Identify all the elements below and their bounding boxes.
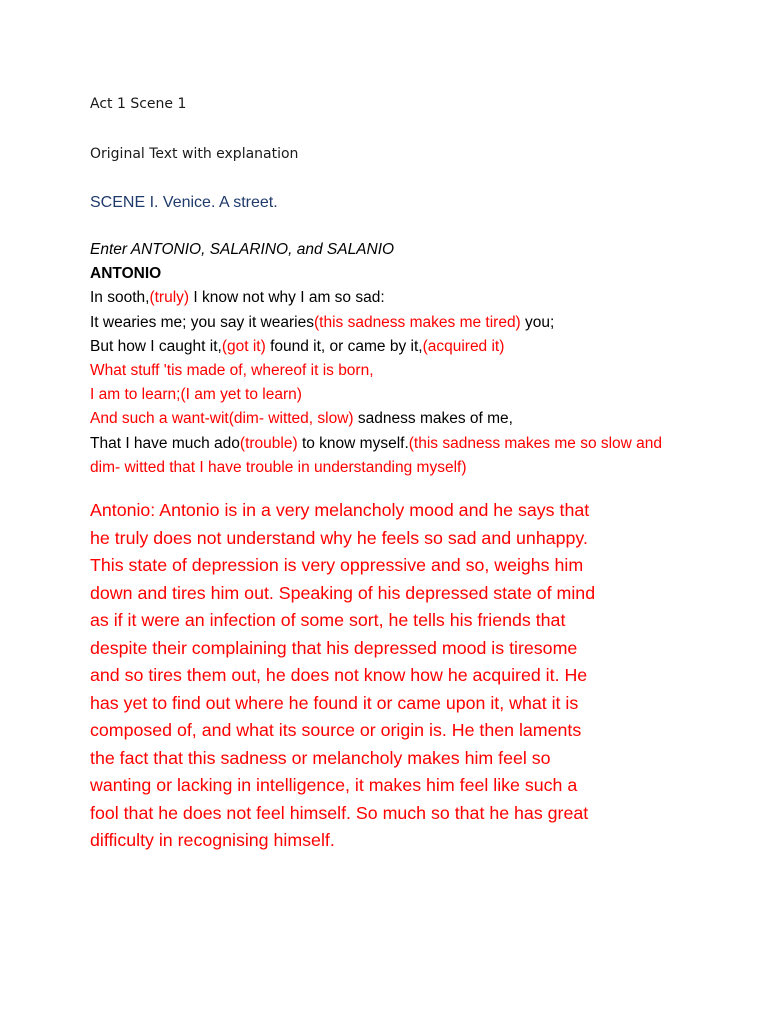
verse-line bbox=[90, 407, 710, 431]
verse-text: you; bbox=[520, 313, 555, 331]
explanation-line: difficulty in recognising himself. bbox=[90, 830, 335, 850]
verse-text: But how I caught it, bbox=[90, 337, 222, 355]
explanation-line: wanting or lacking in intelligence, it makes him feel like such a bbox=[90, 775, 578, 795]
verse-line bbox=[90, 335, 710, 359]
annotation-text: (this sadness makes me tired) bbox=[313, 313, 521, 331]
act-title: Act 1 Scene 1 bbox=[90, 96, 187, 112]
play-lines bbox=[90, 286, 710, 480]
document-subtitle: Original Text with explanation bbox=[90, 146, 299, 162]
explanation-paragraph bbox=[90, 497, 690, 855]
explanation-line: as if it were an infection of some sort, he tells his friends that bbox=[90, 610, 566, 630]
explanation-line: composed of, and what its source or origin is. He then laments bbox=[90, 720, 582, 740]
speaker-name: ANTONIO bbox=[90, 265, 162, 283]
verse-line bbox=[90, 383, 710, 407]
verse-text: It wearies me; you say it wearies bbox=[90, 313, 314, 331]
stage-direction: Enter ANTONIO, SALARINO, and SALANIO bbox=[90, 241, 395, 258]
explanation-line: fool that he does not feel himself. So much so that he has great bbox=[90, 802, 589, 823]
verse-line bbox=[90, 311, 710, 335]
annotation-text: I am to learn;(I am yet to learn) bbox=[90, 386, 302, 404]
explanation-line: This state of depression is very oppressive and so, weighs him bbox=[90, 555, 584, 575]
explanation-line: despite their complaining that his depressed mood is tiresome bbox=[90, 637, 578, 658]
annotation-text: (this sadness makes me so slow and dim- witted that I have trouble in understanding myself) bbox=[90, 434, 663, 476]
verse-text: to know myself. bbox=[297, 434, 409, 452]
verse-line bbox=[90, 432, 695, 480]
explanation-line: has yet to find out where he found it or came upon it, what it is bbox=[90, 692, 579, 713]
explanation-line: Antonio: Antonio is in a very melancholy mood and he says that bbox=[90, 500, 590, 520]
verse-text: In sooth, bbox=[90, 289, 150, 307]
annotation-text: (truly) bbox=[149, 289, 190, 307]
play-text bbox=[90, 238, 710, 480]
explanation-line: the fact that this sadness or melancholy makes him feel so bbox=[90, 747, 551, 768]
verse-text: I know not why I am so sad: bbox=[189, 289, 385, 307]
verse-text: found it, or came by it, bbox=[265, 337, 423, 355]
verse-text: That I have much ado bbox=[90, 434, 240, 452]
scene-heading: SCENE I. Venice. A street. bbox=[90, 194, 278, 211]
annotation-text: What stuff 'tis made of, whereof it is born, bbox=[90, 362, 374, 380]
annotation-text: (acquired it) bbox=[422, 337, 505, 355]
annotation-text: (got it) bbox=[221, 337, 266, 355]
annotation-text: And such a want-wit(dim- witted, slow) bbox=[90, 410, 354, 428]
verse-line bbox=[90, 359, 710, 383]
verse-line bbox=[90, 286, 710, 310]
verse-text: sadness makes of me, bbox=[353, 410, 513, 428]
explanation-line: and so tires them out, he does not know how he acquired it. He bbox=[90, 665, 588, 685]
explanation-line: he truly does not understand why he feels so sad and unhappy. bbox=[90, 527, 588, 548]
explanation-line: down and tires him out. Speaking of his depressed state of mind bbox=[90, 582, 596, 603]
annotation-text: (trouble) bbox=[239, 434, 298, 452]
